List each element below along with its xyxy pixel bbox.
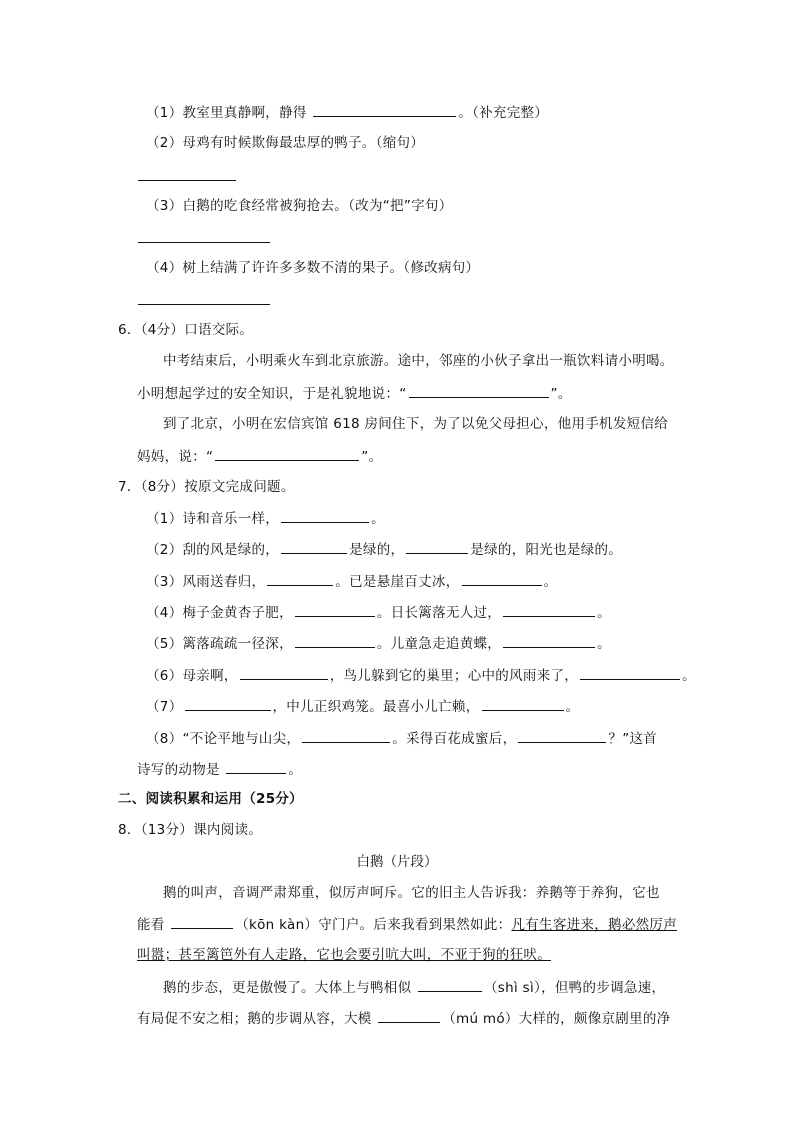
answer-blank[interactable] bbox=[281, 539, 347, 554]
answer-blank[interactable] bbox=[295, 602, 375, 617]
q7-item-6: （6）母亲啊， ，鸟儿躲到它的巢里；心中的风雨来了， 。 bbox=[146, 665, 696, 686]
answer-blank[interactable] bbox=[240, 665, 328, 680]
answer-blank[interactable] bbox=[171, 914, 233, 929]
q7-item-8-cont: 诗写的动物是 。 bbox=[137, 759, 302, 780]
passage-line-4: 鹅的步态，更是傲慢了。大体上与鸭相似 （shì sì），但鸭的步调急速， bbox=[163, 977, 665, 998]
q7-item-4: （4）梅子金黄杏子肥， 。日长篱落无人过， 。 bbox=[146, 602, 611, 623]
q6-paragraph-1: 中考结束后，小明乘火车到北京旅游。途中，邻座的小伙子拿出一瓶饮料请小明喝。 bbox=[163, 353, 674, 369]
section-heading: 二、阅读积累和运用（25分） bbox=[118, 791, 303, 807]
q7-heading: 7．（8分）按原文完成问题。 bbox=[118, 479, 295, 495]
q7-item-3: （3）风雨送春归， 。已是悬崖百丈冰， 。 bbox=[146, 571, 557, 592]
answer-blank[interactable] bbox=[281, 508, 369, 523]
answer-blank[interactable] bbox=[580, 665, 680, 680]
answer-line[interactable] bbox=[138, 304, 270, 305]
q6-paragraph-4: 妈妈，说：“ ”。 bbox=[137, 446, 382, 467]
q7-item-8: （8）“不论平地与山尖， 。采得百花成蜜后， ？”这首 bbox=[146, 728, 657, 749]
q5-item-1-note: 。（补充完整） bbox=[458, 105, 549, 121]
passage-line-3: 叫嚣；甚至篱笆外有人走路，它也会要引吭大叫，不亚于狗的狂吠。 bbox=[137, 947, 551, 963]
q6-paragraph-2: 小明想起学过的安全知识，于是礼貌地说：“ ”。 bbox=[137, 383, 572, 404]
answer-blank[interactable] bbox=[267, 571, 333, 586]
q5-item-3: （3）白鹅的吃食经常被狗抢去。（改为“把”字句） bbox=[146, 198, 453, 214]
passage-line-1: 鹅的叫声，音调严肃郑重，似厉声呵斥。它的旧主人告诉我：养鹅等于养狗，它也 bbox=[163, 885, 660, 901]
q5-item-4: （4）树上结满了许许多多数不清的果子。（修改病句） bbox=[146, 260, 480, 276]
answer-blank[interactable] bbox=[503, 602, 595, 617]
q7-item-1: （1）诗和音乐一样， 。 bbox=[146, 508, 385, 529]
passage-line-5: 有局促不安之相；鹅的步调从容，大模 （mú mó）大样的，颇像京剧里的净 bbox=[137, 1008, 671, 1029]
answer-blank[interactable] bbox=[482, 696, 564, 711]
answer-blank[interactable] bbox=[295, 633, 375, 648]
q7-item-2: （2）刮的风是绿的， 是绿的， 是绿的，阳光也是绿的。 bbox=[146, 539, 622, 560]
q7-item-5: （5）篱落疏疏一径深， 。儿童急走追黄蝶， 。 bbox=[146, 633, 611, 654]
answer-blank[interactable] bbox=[313, 102, 456, 117]
answer-blank[interactable] bbox=[518, 728, 606, 743]
answer-blank[interactable] bbox=[406, 539, 468, 554]
q5-item-1-text: （1）教室里真静啊，静得 bbox=[146, 105, 312, 121]
answer-blank[interactable] bbox=[409, 383, 549, 398]
passage-line-2: 能看 （kōn kàn）守门户。后来我看到果然如此：凡有生客进来，鹅必然厉声 bbox=[137, 914, 677, 935]
q7-item-7: （7） ，中儿正织鸡笼。最喜小儿亡赖， 。 bbox=[146, 696, 579, 717]
answer-blank[interactable] bbox=[503, 633, 595, 648]
q6-heading: 6．（4分）口语交际。 bbox=[118, 322, 254, 338]
q6-paragraph-3: 到了北京，小明在宏信宾馆 618 房间住下，为了以免父母担心，他用手机发短信给 bbox=[163, 416, 669, 432]
underlined-sentence: 凡有生客进来，鹅必然厉声 bbox=[511, 917, 678, 933]
answer-blank[interactable] bbox=[302, 728, 390, 743]
answer-line[interactable] bbox=[138, 180, 236, 181]
q5-item-2: （2）母鸡有时候欺侮最忠厚的鸭子。（缩句） bbox=[146, 135, 425, 151]
q8-heading: 8．（13分）课内阅读。 bbox=[118, 822, 263, 838]
answer-blank[interactable] bbox=[215, 446, 359, 461]
answer-blank[interactable] bbox=[418, 977, 482, 992]
answer-blank[interactable] bbox=[226, 759, 286, 774]
answer-blank[interactable] bbox=[462, 571, 542, 586]
passage-title: 白鹅（片段） bbox=[356, 854, 438, 870]
answer-blank[interactable] bbox=[185, 696, 271, 711]
answer-line[interactable] bbox=[138, 242, 270, 243]
answer-blank[interactable] bbox=[378, 1008, 440, 1023]
q5-item-1 bbox=[146, 102, 548, 123]
